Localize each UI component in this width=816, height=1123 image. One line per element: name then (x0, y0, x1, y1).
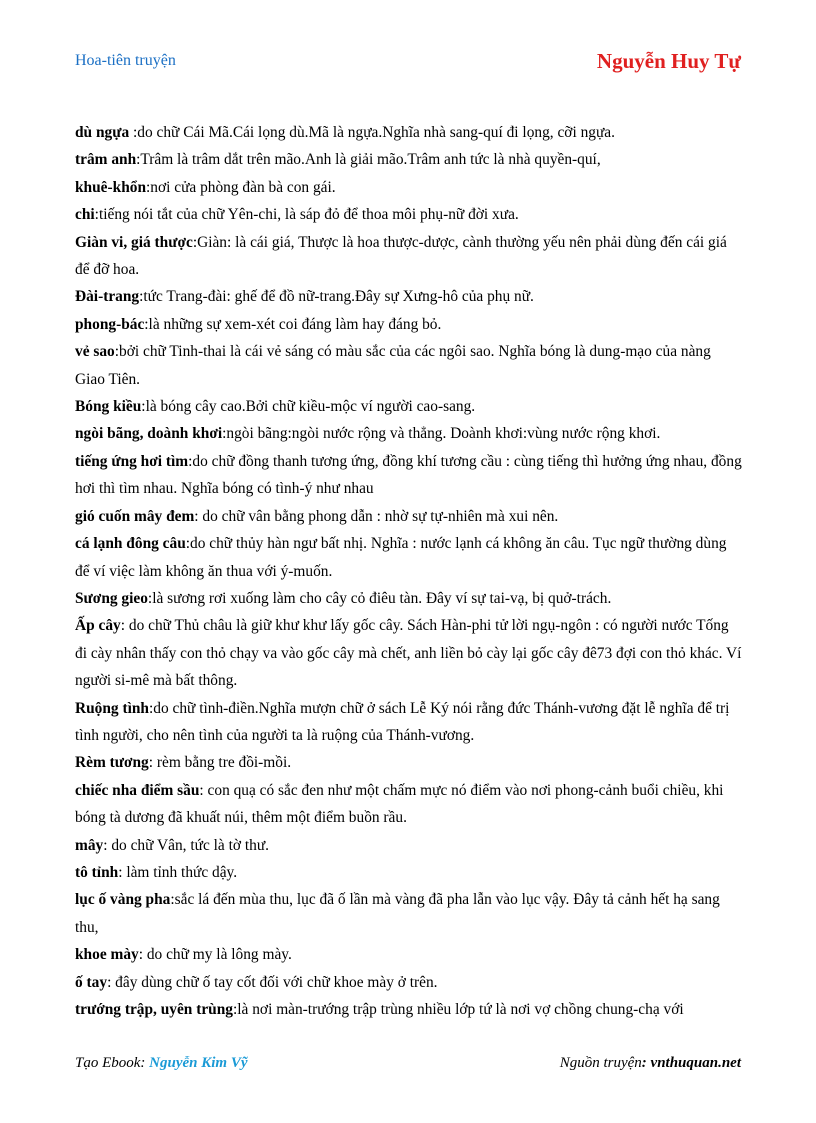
glossary-definition: : làm tỉnh thức dậy. (118, 863, 238, 881)
glossary-entry (75, 695, 743, 750)
footer-source-label: Nguồn truyện (559, 1055, 642, 1071)
glossary-definition: : do chữ Vân, tức là tờ thư. (103, 836, 270, 854)
glossary-entry (75, 832, 743, 859)
glossary-entry (75, 119, 743, 146)
glossary-entry (75, 283, 743, 310)
glossary-entry (75, 886, 743, 941)
glossary-term: chi (75, 206, 95, 224)
footer-ebook-sep: : (140, 1055, 150, 1071)
glossary-definition: : đây dùng chữ ố tay cốt đối với chữ khoe mày ở trên. (107, 973, 438, 991)
glossary-term: phong-bác (75, 315, 145, 333)
glossary-entry (75, 174, 743, 201)
glossary-term: tô tỉnh (75, 863, 119, 881)
glossary-definition: :do chữ Cái Mã.Cái lọng dù.Mã là ngựa.Nghĩa nhà sang-quí đi lọng, cỡi ngựa. (129, 124, 615, 141)
glossary-term: cá lạnh đông câu (75, 535, 186, 553)
glossary-definition: :nơi cửa phòng đàn bà con gái. (146, 178, 336, 196)
glossary-definition: :do chữ tình-điền.Nghĩa mượn chữ ở sách Lễ Ký nói rằng đức Thánh-vương đặt lễ nghĩa để trị tình người, cho nên tình của người ta là ruộng của Thánh-vương. (75, 699, 730, 744)
glossary-term: dù ngựa (75, 124, 130, 141)
glossary-entry (75, 503, 743, 530)
glossary-term: trâm anh (75, 151, 137, 169)
glossary-term: gió cuốn mây đem (75, 507, 195, 525)
glossary-definition: : do chữ vân bằng phong dẫn : nhờ sự tự-nhiên mà xui nên. (194, 507, 559, 525)
glossary-term: vẻ sao (75, 343, 115, 361)
glossary-definition: : do chữ my là lông mày. (138, 946, 292, 964)
glossary-term: ố tay (75, 973, 108, 991)
footer-source-credit (560, 1055, 741, 1072)
glossary-term: Sương gieo (75, 589, 148, 607)
glossary-term: Bóng kiều (75, 398, 142, 416)
glossary-entry (75, 612, 743, 694)
footer-ebook-label: Tạo Ebook (75, 1055, 141, 1071)
glossary-term: Rèm tương (75, 754, 149, 772)
glossary-term: chiếc nha điểm sầu (75, 781, 200, 799)
footer-source-sep: : (641, 1055, 651, 1071)
glossary-entry (75, 996, 743, 1023)
glossary-term: khoe mày (75, 946, 139, 964)
glossary-term: trướng trập, uyên trùng (75, 1001, 233, 1018)
glossary-term: Đài-trang (75, 288, 140, 306)
glossary-entry (75, 941, 743, 968)
glossary-entry (75, 969, 743, 996)
glossary-definition: :do chữ thủy hàn ngư bất nhị. Nghĩa : nước lạnh cá không ăn câu. Tục ngữ thường dùng để ví việc làm không ăn thua với ý-muốn. (75, 535, 727, 580)
glossary-definition: :tức Trang-đài: ghế để đồ nữ-trang.Đây sự Xưng-hô của phụ nữ. (139, 288, 534, 306)
footer-source-site: vnthuquan.net (650, 1055, 741, 1071)
glossary-definition: :ngòi bãng:ngòi nước rộng và thẳng. Doành khơi:vùng nước rộng khơi. (222, 425, 661, 443)
glossary-entry (75, 311, 743, 338)
glossary-term: Ấp cây (75, 617, 121, 635)
glossary-entry (75, 229, 743, 284)
glossary-definition: :Giàn: là cái giá, Thược là hoa thược-dược, cành thường yếu nên phải dùng đến cái giá để đỡ hoa. (75, 233, 727, 279)
footer-ebook-name: Nguyễn Kim Vỹ (149, 1055, 248, 1071)
glossary-definition: :là nơi màn-trướng trập trùng nhiều lớp tứ là nơi vợ chồng chung-chạ với (233, 1001, 684, 1018)
glossary-entry (75, 338, 743, 393)
glossary-definition: :là sương rơi xuống làm cho cây cỏ điêu tàn. Đây ví sự tai-vạ, bị quở-trách. (147, 589, 612, 607)
glossary-definition: :sắc lá đến mùa thu, lục đã ố lần mà vàng đã pha lẫn vào lục vậy. Đây tả cảnh hết hạ sang thu, (75, 891, 720, 936)
glossary (75, 119, 743, 1023)
glossary-entry (75, 585, 743, 612)
glossary-term: Giàn vi, giá thược (75, 233, 193, 251)
glossary-term: ngòi bãng, doành khơi (75, 425, 223, 443)
glossary-term: mây (75, 836, 104, 854)
glossary-definition: :tiếng nói tắt của chữ Yên-chi, là sáp đỏ để thoa môi phụ-nữ đời xưa. (94, 206, 519, 224)
glossary-entry (75, 749, 743, 776)
glossary-entry (75, 393, 743, 420)
footer-ebook-credit (75, 1055, 248, 1072)
glossary-term: lục ố vàng pha (75, 891, 171, 909)
glossary-definition: : do chữ Thủ châu là giữ khư khư lấy gốc cây. Sách Hàn-phi tử lời ngụ-ngôn : có người nước Tống đi cày nhân thấy con thỏ chạy va vào gốc cây mà chết, anh liền bỏ cày lại gốc cây đê73 đợi con thỏ khác. Ví người si-mê mà bất thông. (75, 617, 742, 690)
glossary-entry (75, 201, 743, 228)
glossary-entry (75, 146, 743, 173)
glossary-entry (75, 859, 743, 886)
glossary-definition: :bởi chữ Tinh-thai là cái vẻ sáng có màu sắc của các ngôi sao. Nghĩa bóng là dung-mạo của nàng Giao Tiên. (75, 343, 711, 388)
page-header-author: Nguyễn Huy Tự (596, 49, 741, 73)
glossary-entry (75, 448, 743, 503)
glossary-definition: :là bóng cây cao.Bởi chữ kiều-mộc ví người cao-sang. (141, 398, 476, 416)
glossary-definition: :do chữ đồng thanh tương ứng, đồng khí tương cầu : cùng tiếng thì hưởng ứng nhau, đồng hơi thì tìm nhau. Nghĩa bóng có tình-ý như nhau (75, 452, 742, 498)
glossary-term: tiếng ứng hơi tìm (75, 452, 189, 470)
glossary-entry (75, 777, 743, 832)
page-header-title: Hoa-tiên truyện (75, 52, 176, 69)
glossary-term: khuê-khổn (75, 178, 147, 196)
glossary-definition: :Trâm là trâm dắt trên mão.Anh là giải mão.Trâm anh tức là nhà quyền-quí, (136, 151, 601, 169)
glossary-term: Ruộng tình (75, 699, 149, 717)
glossary-entry (75, 420, 743, 447)
glossary-definition: : rèm bằng tre đồi-mồi. (148, 754, 292, 772)
glossary-entry (75, 530, 743, 585)
glossary-definition: : con quạ có sắc đen như một chấm mực nó điểm vào nơi phong-cảnh buổi chiều, khi bóng tà dương đã khuất núi, thêm một điểm buồn rầu. (75, 781, 724, 827)
glossary-definition: :là những sự xem-xét coi đáng làm hay đáng bỏ. (144, 315, 442, 333)
